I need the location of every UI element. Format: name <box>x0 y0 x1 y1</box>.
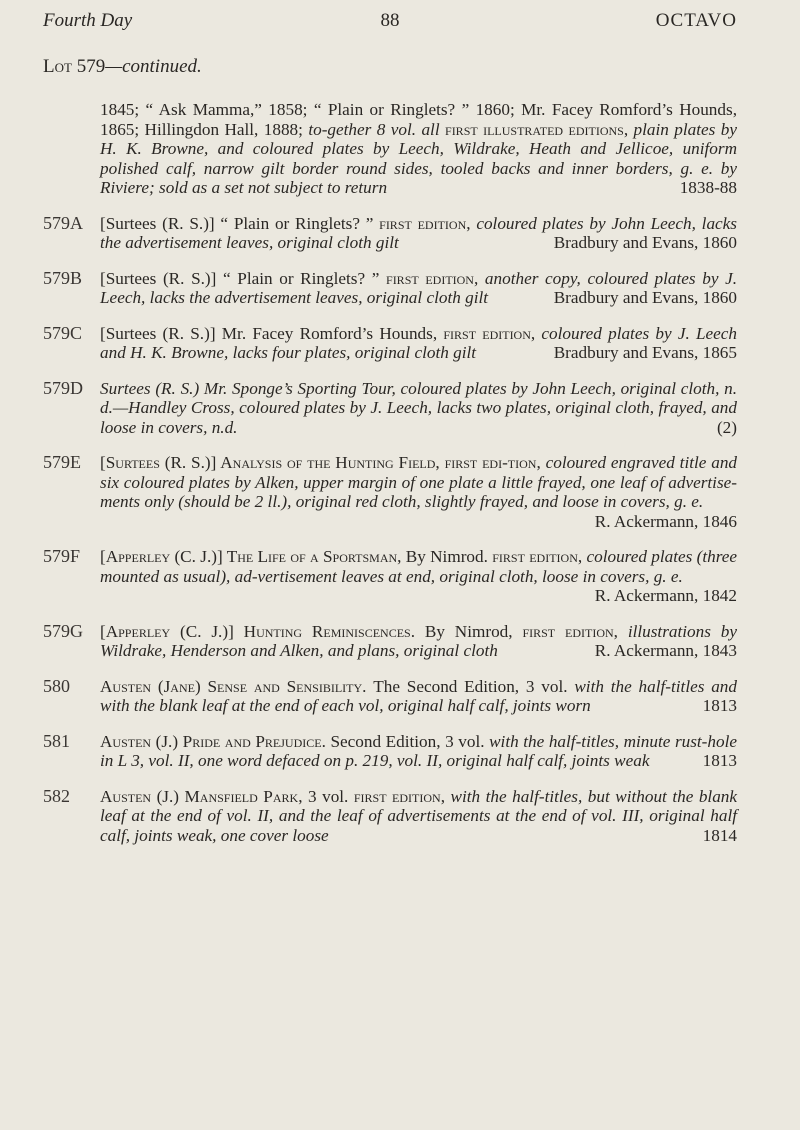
lot-description-part: illustrations by Wildrake, Henderson and Alken, and plans, original cloth <box>100 621 737 660</box>
lot-description-part: —Handley Cross, <box>112 398 240 417</box>
lot-number: 580 <box>43 675 70 696</box>
lot-number: 579D <box>43 377 83 398</box>
lot-description-part: Austen (J.) Pride and Prejudice. <box>100 731 331 751</box>
lot-description-part: coloured plates by J. Leech and H. K. Browne, lacks four plates, original cloth gilt <box>100 323 738 362</box>
lot-number: 579F <box>43 546 81 566</box>
running-head-day: Fourth Day <box>43 10 133 31</box>
lot-description-part: plain plates by H. K. Browne, and coloured plates by Leech, Wildrake, Heath and Jellicoe, uniform polished calf, narrow gilt border round sides, tooled backs and inner borders, g. e. by Riviere; sold as a set not subject to return <box>100 119 737 197</box>
continued-label: —continued. <box>105 56 202 77</box>
lot-imprint-date: Bradbury and Evans, 1865 <box>553 343 737 362</box>
lot-description-part: Second Edition, 3 vol. <box>330 731 490 751</box>
lot-description-part: with the half-titles, but without the blank leaf at the end of vol. II, and the leaf of advertisements at the end of vol. III, original half calf, joints weak, one cover loose <box>100 786 738 845</box>
lot-description-part: coloured engraved title and six coloured plates by Alken, upper margin of one plate a little frayed, one leaf of advertise-ments only (should be 2 ll.), original red cloth, slightly frayed, and loose in covers, g. e. <box>100 453 738 511</box>
lot-description-part: coloured plates (three mounted as usual), ad-vertisement leaves at end, original cloth, loose in covers, g. e. <box>100 547 738 586</box>
lot-entry <box>43 100 737 198</box>
lot-imprint-date: 1838-88 <box>679 178 737 197</box>
lot-description-part: first edition, <box>492 547 587 566</box>
lot-imprint-date: R. Ackermann, 1842 <box>594 586 737 605</box>
lot-description-part: [Surtees (R. S.)] “ Plain or Ringlets? ” <box>100 213 380 233</box>
lot-entry <box>43 269 737 308</box>
lot-description-part: Austen (J.) Mansfield Park, <box>100 786 308 806</box>
lot-description-part: [Surtees (R. S.)] Mr. Facey Romford’s Hounds, <box>100 323 444 343</box>
lot-number: 579C <box>43 322 83 343</box>
lot-description-part: Austen (Jane) Sense and Sensibility. <box>100 676 374 696</box>
lot-imprint-date: 1813 <box>702 696 737 715</box>
lot-description <box>100 732 737 771</box>
lot-description-part: 3 vol. <box>308 786 354 806</box>
lot-description-part: The Second Edition, 3 vol. <box>373 676 575 696</box>
lot-description-part: first edition, <box>386 268 485 288</box>
running-head-format: OCTAVO <box>655 10 737 31</box>
lot-entry <box>43 677 737 716</box>
lot-entry <box>43 732 737 771</box>
lot-description-part: with the half-titles and with the blank leaf at the end of each vol, original half calf, joints worn <box>100 676 737 715</box>
lot-description-part: coloured plates by John Leech, original cloth, n. d. <box>100 378 737 417</box>
lot-number: 582 <box>43 785 70 806</box>
lot-description-part: 1845; “ Ask Mamma,” 1858; “ Plain or Ringlets? ” 1860; Mr. Facey Romford’s Hounds, 1865; Hillingdon Hall, 1888; <box>100 100 737 139</box>
lot-description-part: Hunting Reminiscences. <box>243 621 425 641</box>
lot-imprint-date: R. Ackermann, 1846 <box>594 511 737 531</box>
lot-description <box>100 453 737 531</box>
lot-imprint-date: R. Ackermann, 1843 <box>594 641 737 660</box>
lot-description-part: [Surtees (R. S.)] “ Plain or Ringlets? ” <box>100 268 387 288</box>
lot-description <box>100 100 737 198</box>
lot-description-part: By Nimrod, <box>424 621 523 641</box>
lot-description-part: first illustrated editions, <box>445 119 634 139</box>
continued-lot-number: 579 <box>76 56 106 77</box>
page-number: 88 <box>380 10 400 31</box>
lot-entry <box>43 622 737 661</box>
lot-number: 579G <box>43 620 83 641</box>
lot-description-part: Surtees (R. S.) Mr. Sponge’s Sporting Tour, <box>100 378 401 398</box>
lot-imprint-date: 1814 <box>702 825 737 845</box>
lot-number: 579A <box>43 212 83 233</box>
lot-description-part: first edition, <box>353 786 451 806</box>
lot-description-part: coloured plates by J. Leech, lacks two plates, original cloth, frayed, and loose in covers, n.d. <box>100 398 737 437</box>
running-head <box>43 10 737 38</box>
lot-description <box>100 622 737 661</box>
lot-list <box>43 84 737 845</box>
lot-entry <box>43 214 737 253</box>
lot-description-part: with the half-titles, minute rust-hole in L 3, vol. II, one word defaced on p. 219, vol. II, original half calf, joints weak <box>100 731 738 770</box>
lot-number: 579E <box>43 452 81 472</box>
lot-description <box>100 547 737 606</box>
lot-imprint-date: (2) <box>716 417 737 437</box>
lot-description-part: first edition, <box>522 621 628 641</box>
lot-description-part: first edition, <box>379 213 477 233</box>
lot-description-part: to-gether 8 vol. all <box>308 119 446 139</box>
lot-imprint-date: Bradbury and Evans, 1860 <box>553 288 737 307</box>
lot-entry <box>43 379 737 438</box>
lot-description-part: By Nimrod. <box>405 547 493 566</box>
lot-description <box>100 677 737 716</box>
lot-description-part: coloured plates by John Leech, lacks the advertisement leaves, original cloth gilt <box>100 213 737 252</box>
lot-imprint-date: Bradbury and Evans, 1860 <box>553 233 737 252</box>
lot-description-part: Analysis of the Hunting Field, <box>220 453 445 472</box>
lot-description-part: The Life of a Sportsman, <box>226 547 406 566</box>
lot-entry <box>43 324 737 363</box>
lot-entry <box>43 547 737 606</box>
lot-entry <box>43 787 737 846</box>
lot-continuation-heading <box>43 56 202 78</box>
lot-number: 581 <box>43 730 70 751</box>
lot-description <box>100 787 737 846</box>
lot-description-part: [Apperley (C. J.)] <box>100 621 244 641</box>
lot-description <box>100 324 737 363</box>
lot-description-part: [Surtees (R. S.)] <box>100 453 221 472</box>
lot-description-part: [Apperley (C. J.)] <box>100 547 227 566</box>
lot-description <box>100 269 737 308</box>
lot-label: Lot <box>43 56 72 77</box>
lot-number: 579B <box>43 267 83 288</box>
lot-description-part: first edition, <box>443 323 542 343</box>
lot-description <box>100 379 737 438</box>
lot-entry <box>43 453 737 531</box>
lot-imprint-date: 1813 <box>702 751 737 770</box>
lot-description <box>100 214 737 253</box>
lot-description-part: another copy, coloured plates by J. Leech, lacks the advertisement leaves, original cloth gilt <box>100 268 738 307</box>
lot-description-part: first edi-tion, <box>444 453 546 472</box>
